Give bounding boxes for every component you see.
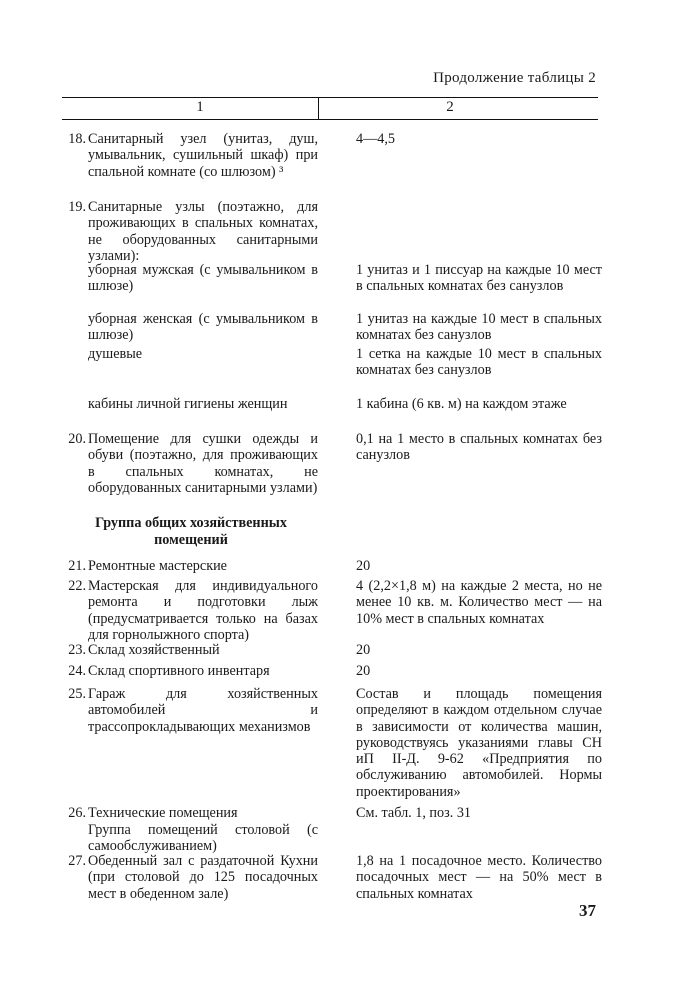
- column-header-2: 2: [446, 99, 454, 115]
- row-name: Помещение для сушки одежды и обуви (поэтажно, для проживающих в спальных комнатах, не оборудованных санитарными узлами): [88, 431, 318, 496]
- row-name: Технические помещения: [88, 805, 238, 821]
- row-name: уборная женская (с умывальником в шлюзе): [88, 311, 318, 344]
- row-value: 1 кабина (6 кв. м) на каждом этаже: [356, 396, 567, 412]
- row-number: 26.: [68, 805, 86, 821]
- row-number: 24.: [68, 663, 86, 679]
- row-name: Мастерская для индивидуального ремонта и подготовки лыж (предусматривается только на базах для горнолыжного спорта): [88, 578, 318, 643]
- row-value: 1 сетка на каждые 10 мест в спальных комнатах без санузлов: [356, 346, 602, 379]
- row-value: 1 унитаз и 1 писсуар на каждые 10 мест в спальных комнатах без санузлов: [356, 262, 602, 295]
- row-name: Гараж для хозяйственных автомобилей и трассопрокладывающих механизмов: [88, 686, 318, 735]
- row-value: См. табл. 1, поз. 31: [356, 805, 472, 821]
- row-name: Группа помещений столовой (с самообслуживанием): [88, 822, 318, 855]
- row-name: Склад хозяйственный: [88, 642, 220, 658]
- row-number: 23.: [68, 642, 86, 658]
- row-value: 4 (2,2×1,8 м) на каждые 2 места, но не менее 10 кв. м. Количество мест — на 10% мест в спальных комнатах: [356, 578, 602, 627]
- table-top-rule: [62, 97, 598, 98]
- row-number: 21.: [68, 558, 86, 574]
- row-name: кабины личной гигиены женщин: [88, 396, 288, 412]
- row-number: 25.: [68, 686, 86, 702]
- row-value: 1,8 на 1 посадочное место. Количество посадочных мест — на 50% мест в спальных комнатах: [356, 853, 602, 902]
- table-header-rule: [62, 119, 598, 120]
- row-value: 20: [356, 642, 371, 658]
- row-number: 19.: [68, 199, 86, 215]
- page-number: 37: [579, 901, 596, 920]
- row-value: 20: [356, 663, 371, 679]
- row-value: 4—4,5: [356, 131, 396, 147]
- row-name: Санитарный узел (унитаз, душ, умывальник, сушильный шкаф) при спальной комнате (со шлюзом) ³: [88, 131, 318, 180]
- row-name: уборная мужская (с умывальником в шлюзе): [88, 262, 318, 295]
- row-number: 20.: [68, 431, 86, 447]
- row-name: Ремонтные мастерские: [88, 558, 227, 574]
- header-column-divider: [318, 98, 319, 119]
- continuation-title: Продолжение таблицы 2: [433, 70, 596, 86]
- row-number: 18.: [68, 131, 86, 147]
- row-name: Санитарные узлы (поэтажно, для проживающих в спальных комнатах, не оборудованных санитарными узлами):: [88, 199, 318, 264]
- row-number: 22.: [68, 578, 86, 594]
- row-value: 1 унитаз на каждые 10 мест в спальных комнатах без санузлов: [356, 311, 602, 344]
- row-name: душевые: [88, 346, 143, 362]
- row-name: Склад спортивного инвентаря: [88, 663, 270, 679]
- row-value: 0,1 на 1 место в спальных комнатах без санузлов: [356, 431, 602, 464]
- row-name: Обеденный зал с раздаточной Кухни (при столовой до 125 посадочных мест в обеденном зале): [88, 853, 318, 902]
- group-title: Группа общих хозяйственных помещений: [95, 515, 287, 548]
- row-number: 27.: [68, 853, 86, 869]
- column-header-1: 1: [196, 99, 204, 115]
- row-value: 20: [356, 558, 371, 574]
- row-value: Состав и площадь помещения определяют в каждом отдельном случае в зависимости от количества машин, руководствуясь указаниями главы СН иП II-Д. 9-62 «Предприятия по обслуживанию автомобилей. Нормы проектирования»: [356, 686, 602, 800]
